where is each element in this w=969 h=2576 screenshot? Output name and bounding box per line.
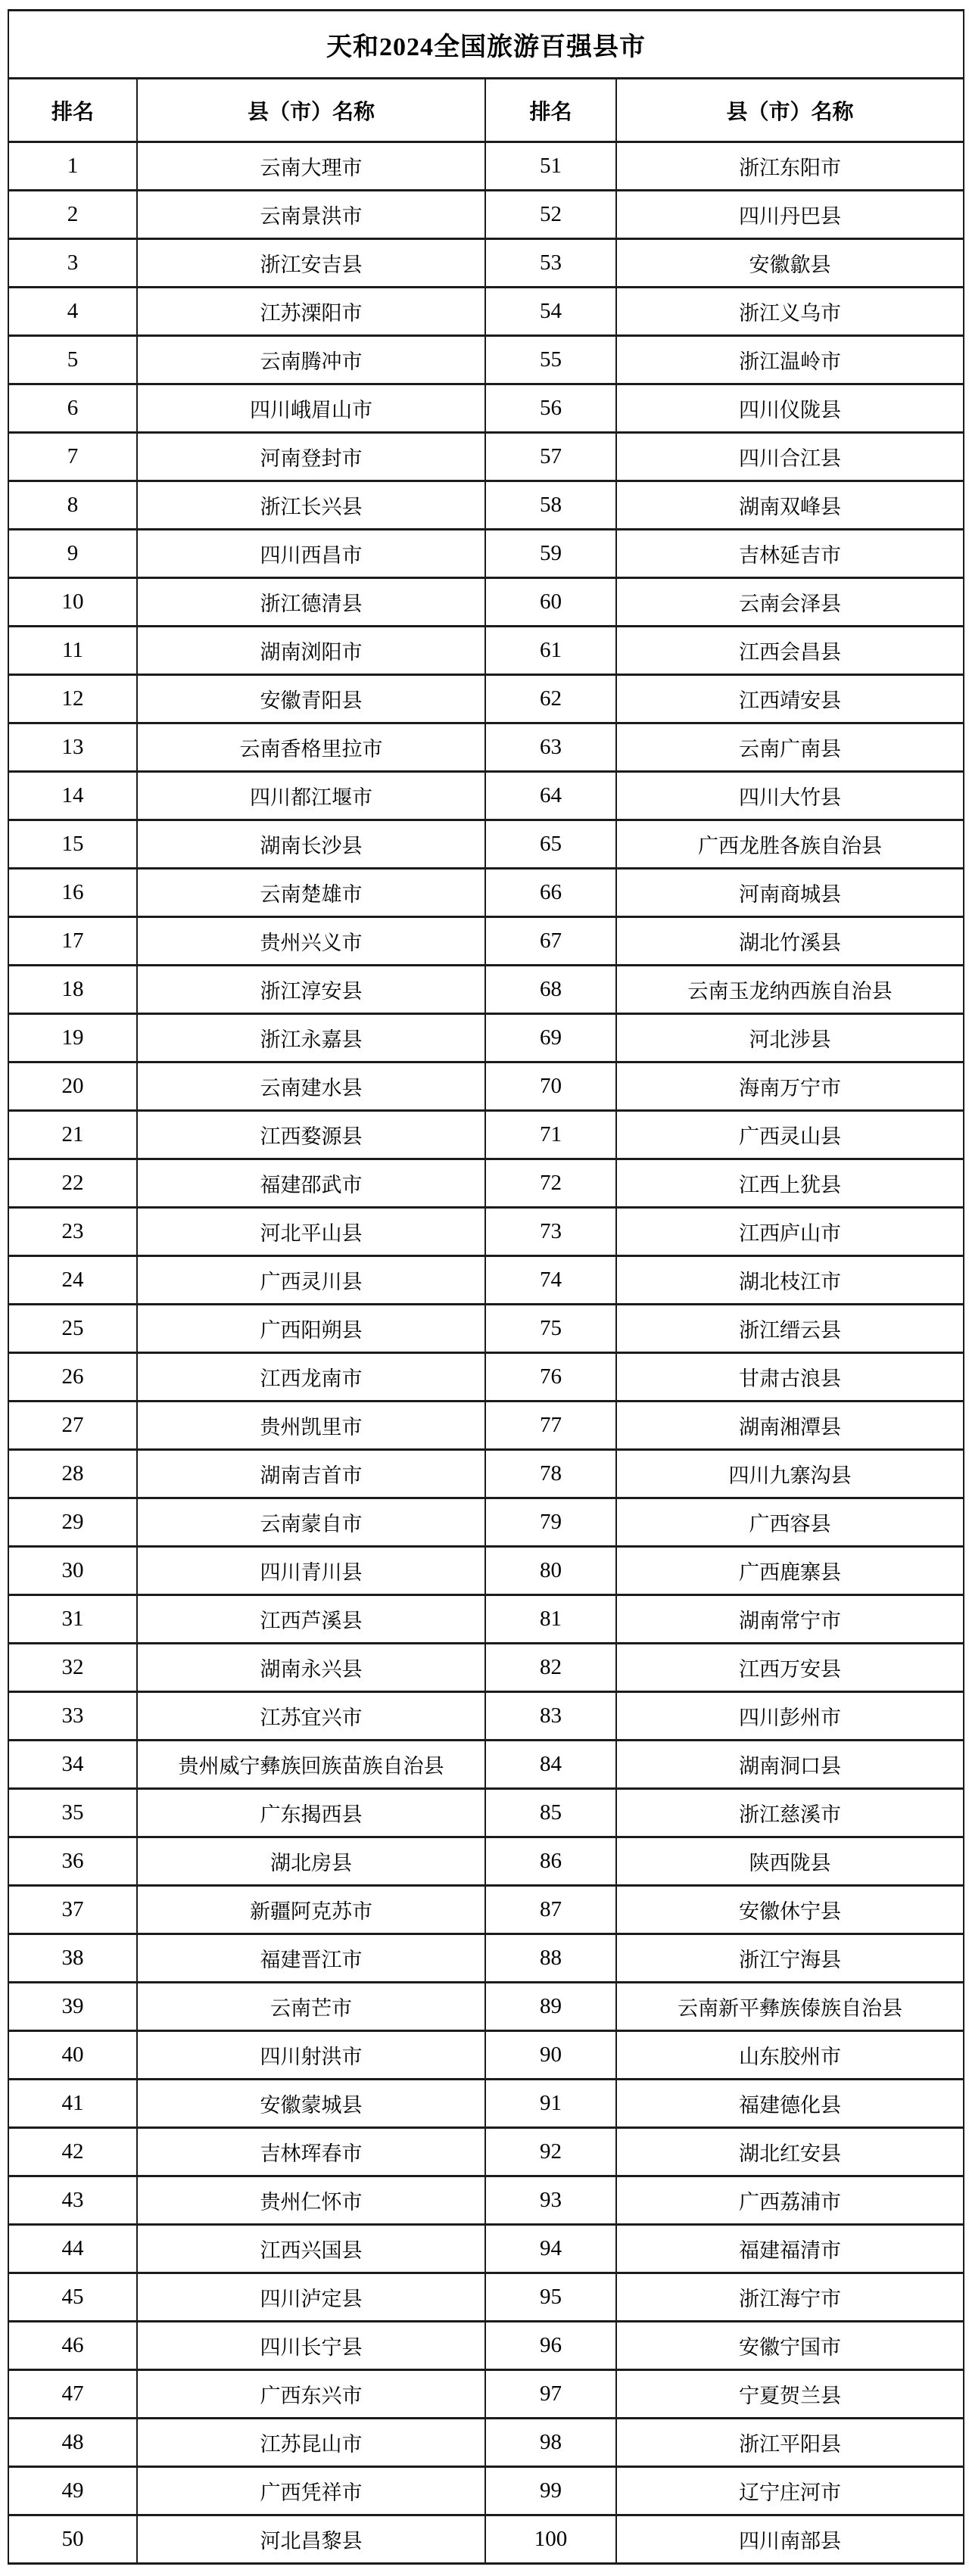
rank-cell-left: 25 <box>8 1305 137 1353</box>
name-cell-right: 云南会泽县 <box>616 578 964 627</box>
name-cell-left: 安徽蒙城县 <box>137 2080 485 2128</box>
table-row <box>8 384 964 433</box>
rank-cell-right: 63 <box>485 723 616 772</box>
rank-cell-right: 64 <box>485 772 616 820</box>
rank-cell-left: 30 <box>8 1547 137 1595</box>
name-cell-right: 浙江义乌市 <box>616 288 964 336</box>
rank-cell-left: 8 <box>8 481 137 530</box>
name-cell-right: 广西荔浦市 <box>616 2176 964 2225</box>
table-row <box>8 2467 964 2515</box>
name-cell-right: 四川大竹县 <box>616 772 964 820</box>
rank-cell-right: 74 <box>485 1256 616 1305</box>
table-row <box>8 2419 964 2467</box>
name-cell-right: 山东胶州市 <box>616 2031 964 2080</box>
name-cell-right: 湖南湘潭县 <box>616 1402 964 1450</box>
name-cell-left: 广东揭西县 <box>137 1789 485 1837</box>
rank-cell-left: 46 <box>8 2322 137 2370</box>
name-cell-left: 浙江淳安县 <box>137 966 485 1014</box>
table-row <box>8 1837 964 1886</box>
table-row <box>8 820 964 869</box>
rank-cell-right: 97 <box>485 2370 616 2419</box>
rank-cell-left: 17 <box>8 917 137 966</box>
rank-cell-right: 62 <box>485 675 616 723</box>
rank-cell-left: 44 <box>8 2225 137 2273</box>
table-row <box>8 1886 964 1934</box>
name-cell-right: 江西会昌县 <box>616 627 964 675</box>
rank-cell-left: 50 <box>8 2515 137 2564</box>
name-cell-left: 四川射洪市 <box>137 2031 485 2080</box>
name-cell-right: 海南万宁市 <box>616 1062 964 1111</box>
rank-cell-right: 84 <box>485 1741 616 1789</box>
rank-cell-left: 28 <box>8 1450 137 1498</box>
name-cell-left: 四川泸定县 <box>137 2273 485 2322</box>
rank-cell-left: 36 <box>8 1837 137 1886</box>
name-cell-left: 江苏宜兴市 <box>137 1692 485 1741</box>
ranking-table <box>8 9 964 2565</box>
table-row <box>8 1208 964 1256</box>
name-cell-left: 云南大理市 <box>137 142 485 191</box>
table-body <box>8 142 964 2564</box>
rank-cell-left: 24 <box>8 1256 137 1305</box>
rank-cell-right: 90 <box>485 2031 616 2080</box>
table-row <box>8 1305 964 1353</box>
table-row <box>8 1741 964 1789</box>
table-row <box>8 1353 964 1402</box>
rank-cell-right: 57 <box>485 433 616 481</box>
table-row <box>8 917 964 966</box>
rank-cell-right: 79 <box>485 1498 616 1547</box>
name-cell-right: 湖北红安县 <box>616 2128 964 2176</box>
name-cell-left: 贵州威宁彝族回族苗族自治县 <box>137 1741 485 1789</box>
rank-cell-right: 87 <box>485 1886 616 1934</box>
table-row <box>8 2273 964 2322</box>
name-cell-right: 四川彭州市 <box>616 1692 964 1741</box>
name-cell-left: 福建晋江市 <box>137 1934 485 1983</box>
name-cell-left: 贵州兴义市 <box>137 917 485 966</box>
rank-cell-left: 2 <box>8 191 137 239</box>
header-name-left: 县（市）名称 <box>137 79 485 142</box>
table-row <box>8 1498 964 1547</box>
rank-cell-right: 65 <box>485 820 616 869</box>
rank-cell-left: 37 <box>8 1886 137 1934</box>
name-cell-left: 江苏溧阳市 <box>137 288 485 336</box>
table-row <box>8 966 964 1014</box>
name-cell-right: 四川合江县 <box>616 433 964 481</box>
name-cell-right: 广西灵山县 <box>616 1111 964 1159</box>
name-cell-left: 贵州仁怀市 <box>137 2176 485 2225</box>
name-cell-right: 湖南常宁市 <box>616 1595 964 1644</box>
table-row <box>8 2225 964 2273</box>
table-row <box>8 2128 964 2176</box>
rank-cell-right: 94 <box>485 2225 616 2273</box>
rank-cell-left: 12 <box>8 675 137 723</box>
table-row <box>8 2322 964 2370</box>
rank-cell-left: 20 <box>8 1062 137 1111</box>
name-cell-right: 四川九寨沟县 <box>616 1450 964 1498</box>
table-row <box>8 481 964 530</box>
rank-cell-right: 89 <box>485 1983 616 2031</box>
rank-cell-right: 75 <box>485 1305 616 1353</box>
name-cell-right: 甘肃古浪县 <box>616 1353 964 1402</box>
header-name-right: 县（市）名称 <box>616 79 964 142</box>
rank-cell-left: 38 <box>8 1934 137 1983</box>
name-cell-left: 云南香格里拉市 <box>137 723 485 772</box>
name-cell-left: 江西兴国县 <box>137 2225 485 2273</box>
rank-cell-right: 86 <box>485 1837 616 1886</box>
name-cell-left: 广西灵川县 <box>137 1256 485 1305</box>
table-row <box>8 288 964 336</box>
rank-cell-left: 32 <box>8 1644 137 1692</box>
name-cell-right: 四川仪陇县 <box>616 384 964 433</box>
rank-cell-left: 49 <box>8 2467 137 2515</box>
table-row <box>8 2031 964 2080</box>
table-row <box>8 1547 964 1595</box>
name-cell-right: 四川丹巴县 <box>616 191 964 239</box>
rank-cell-left: 39 <box>8 1983 137 2031</box>
title-row <box>8 11 964 79</box>
rank-cell-left: 35 <box>8 1789 137 1837</box>
name-cell-right: 江西万安县 <box>616 1644 964 1692</box>
name-cell-right: 湖南洞口县 <box>616 1741 964 1789</box>
rank-cell-left: 7 <box>8 433 137 481</box>
rank-cell-left: 47 <box>8 2370 137 2419</box>
name-cell-right: 河北涉县 <box>616 1014 964 1062</box>
name-cell-left: 云南蒙自市 <box>137 1498 485 1547</box>
name-cell-right: 湖南双峰县 <box>616 481 964 530</box>
rank-cell-left: 40 <box>8 2031 137 2080</box>
name-cell-left: 浙江长兴县 <box>137 481 485 530</box>
table-row <box>8 239 964 288</box>
rank-cell-left: 13 <box>8 723 137 772</box>
rank-cell-right: 51 <box>485 142 616 191</box>
name-cell-left: 湖南吉首市 <box>137 1450 485 1498</box>
table-row <box>8 772 964 820</box>
table-row <box>8 1256 964 1305</box>
rank-cell-left: 33 <box>8 1692 137 1741</box>
name-cell-right: 宁夏贺兰县 <box>616 2370 964 2419</box>
table-row <box>8 2176 964 2225</box>
rank-cell-left: 48 <box>8 2419 137 2467</box>
rank-cell-right: 98 <box>485 2419 616 2467</box>
table-row <box>8 869 964 917</box>
name-cell-right: 广西鹿寨县 <box>616 1547 964 1595</box>
name-cell-left: 广西凭祥市 <box>137 2467 485 2515</box>
rank-cell-left: 31 <box>8 1595 137 1644</box>
name-cell-right: 湖北枝江市 <box>616 1256 964 1305</box>
rank-cell-right: 60 <box>485 578 616 627</box>
rank-cell-left: 15 <box>8 820 137 869</box>
rank-cell-left: 1 <box>8 142 137 191</box>
name-cell-right: 辽宁庄河市 <box>616 2467 964 2515</box>
name-cell-left: 河北昌黎县 <box>137 2515 485 2564</box>
rank-cell-left: 4 <box>8 288 137 336</box>
name-cell-right: 云南广南县 <box>616 723 964 772</box>
name-cell-left: 江苏昆山市 <box>137 2419 485 2467</box>
name-cell-left: 云南腾冲市 <box>137 336 485 384</box>
name-cell-right: 江西靖安县 <box>616 675 964 723</box>
rank-cell-left: 43 <box>8 2176 137 2225</box>
table-row <box>8 1450 964 1498</box>
name-cell-left: 河北平山县 <box>137 1208 485 1256</box>
name-cell-right: 吉林延吉市 <box>616 530 964 578</box>
header-rank-left: 排名 <box>8 79 137 142</box>
table-row <box>8 2080 964 2128</box>
name-cell-left: 云南景洪市 <box>137 191 485 239</box>
name-cell-left: 浙江永嘉县 <box>137 1014 485 1062</box>
name-cell-left: 浙江安吉县 <box>137 239 485 288</box>
rank-cell-right: 85 <box>485 1789 616 1837</box>
rank-cell-left: 6 <box>8 384 137 433</box>
rank-cell-left: 45 <box>8 2273 137 2322</box>
rank-cell-left: 27 <box>8 1402 137 1450</box>
table-row <box>8 142 964 191</box>
name-cell-right: 广西龙胜各族自治县 <box>616 820 964 869</box>
name-cell-right: 浙江东阳市 <box>616 142 964 191</box>
table-row <box>8 1983 964 2031</box>
table-row <box>8 2370 964 2419</box>
rank-cell-left: 41 <box>8 2080 137 2128</box>
name-cell-left: 云南楚雄市 <box>137 869 485 917</box>
name-cell-left: 河南登封市 <box>137 433 485 481</box>
name-cell-right: 安徽歙县 <box>616 239 964 288</box>
name-cell-left: 安徽青阳县 <box>137 675 485 723</box>
name-cell-left: 云南芒市 <box>137 1983 485 2031</box>
name-cell-right: 福建福清市 <box>616 2225 964 2273</box>
name-cell-left: 湖南长沙县 <box>137 820 485 869</box>
rank-cell-right: 61 <box>485 627 616 675</box>
name-cell-right: 云南新平彝族傣族自治县 <box>616 1983 964 2031</box>
table-row <box>8 627 964 675</box>
name-cell-right: 福建德化县 <box>616 2080 964 2128</box>
table-row <box>8 675 964 723</box>
rank-cell-right: 72 <box>485 1159 616 1208</box>
rank-cell-right: 91 <box>485 2080 616 2128</box>
table-title: 天和2024全国旅游百强县市 <box>8 11 964 79</box>
rank-cell-left: 5 <box>8 336 137 384</box>
table-row <box>8 433 964 481</box>
rank-cell-right: 71 <box>485 1111 616 1159</box>
rank-cell-left: 9 <box>8 530 137 578</box>
rank-cell-left: 22 <box>8 1159 137 1208</box>
rank-cell-right: 77 <box>485 1402 616 1450</box>
name-cell-right: 安徽休宁县 <box>616 1886 964 1934</box>
rank-cell-right: 70 <box>485 1062 616 1111</box>
table-row <box>8 723 964 772</box>
rank-cell-right: 92 <box>485 2128 616 2176</box>
name-cell-right: 云南玉龙纳西族自治县 <box>616 966 964 1014</box>
rank-cell-right: 56 <box>485 384 616 433</box>
rank-cell-right: 54 <box>485 288 616 336</box>
name-cell-right: 四川南部县 <box>616 2515 964 2564</box>
name-cell-right: 浙江宁海县 <box>616 1934 964 1983</box>
name-cell-left: 四川都江堰市 <box>137 772 485 820</box>
rank-cell-right: 83 <box>485 1692 616 1741</box>
column-header-row <box>8 79 964 142</box>
rank-cell-right: 73 <box>485 1208 616 1256</box>
name-cell-left: 浙江德清县 <box>137 578 485 627</box>
rank-cell-right: 69 <box>485 1014 616 1062</box>
table-row <box>8 1402 964 1450</box>
rank-cell-left: 18 <box>8 966 137 1014</box>
rank-cell-right: 95 <box>485 2273 616 2322</box>
name-cell-left: 云南建水县 <box>137 1062 485 1111</box>
table-row <box>8 1692 964 1741</box>
rank-cell-right: 68 <box>485 966 616 1014</box>
table-row <box>8 1789 964 1837</box>
name-cell-left: 新疆阿克苏市 <box>137 1886 485 1934</box>
rank-cell-left: 29 <box>8 1498 137 1547</box>
rank-cell-left: 3 <box>8 239 137 288</box>
rank-cell-right: 81 <box>485 1595 616 1644</box>
rank-cell-left: 14 <box>8 772 137 820</box>
name-cell-right: 安徽宁国市 <box>616 2322 964 2370</box>
name-cell-left: 四川西昌市 <box>137 530 485 578</box>
rank-cell-left: 16 <box>8 869 137 917</box>
name-cell-right: 浙江缙云县 <box>616 1305 964 1353</box>
rank-cell-left: 21 <box>8 1111 137 1159</box>
name-cell-left: 广西阳朔县 <box>137 1305 485 1353</box>
rank-cell-right: 55 <box>485 336 616 384</box>
rank-cell-right: 100 <box>485 2515 616 2564</box>
rank-cell-right: 76 <box>485 1353 616 1402</box>
name-cell-left: 湖南浏阳市 <box>137 627 485 675</box>
name-cell-right: 陕西陇县 <box>616 1837 964 1886</box>
rank-cell-left: 42 <box>8 2128 137 2176</box>
rank-cell-right: 93 <box>485 2176 616 2225</box>
name-cell-left: 四川峨眉山市 <box>137 384 485 433</box>
name-cell-right: 河南商城县 <box>616 869 964 917</box>
name-cell-right: 浙江温岭市 <box>616 336 964 384</box>
name-cell-left: 福建邵武市 <box>137 1159 485 1208</box>
name-cell-right: 浙江慈溪市 <box>616 1789 964 1837</box>
table-row <box>8 2515 964 2564</box>
name-cell-right: 浙江海宁市 <box>616 2273 964 2322</box>
header-rank-right: 排名 <box>485 79 616 142</box>
rank-cell-right: 53 <box>485 239 616 288</box>
name-cell-left: 江西龙南市 <box>137 1353 485 1402</box>
name-cell-left: 江西芦溪县 <box>137 1595 485 1644</box>
name-cell-left: 贵州凯里市 <box>137 1402 485 1450</box>
table-row <box>8 336 964 384</box>
rank-cell-left: 34 <box>8 1741 137 1789</box>
name-cell-left: 湖北房县 <box>137 1837 485 1886</box>
rank-cell-right: 59 <box>485 530 616 578</box>
name-cell-left: 四川长宁县 <box>137 2322 485 2370</box>
rank-cell-right: 52 <box>485 191 616 239</box>
rank-cell-right: 58 <box>485 481 616 530</box>
rank-cell-right: 78 <box>485 1450 616 1498</box>
table-row <box>8 1111 964 1159</box>
rank-cell-right: 67 <box>485 917 616 966</box>
rank-cell-right: 88 <box>485 1934 616 1983</box>
name-cell-right: 浙江平阳县 <box>616 2419 964 2467</box>
rank-cell-left: 26 <box>8 1353 137 1402</box>
table-row <box>8 1159 964 1208</box>
rank-cell-left: 11 <box>8 627 137 675</box>
name-cell-right: 湖北竹溪县 <box>616 917 964 966</box>
name-cell-left: 四川青川县 <box>137 1547 485 1595</box>
table-row <box>8 1595 964 1644</box>
table-row <box>8 1934 964 1983</box>
table-row <box>8 578 964 627</box>
rank-cell-right: 96 <box>485 2322 616 2370</box>
table-row <box>8 191 964 239</box>
table-row <box>8 1644 964 1692</box>
name-cell-left: 江西婺源县 <box>137 1111 485 1159</box>
name-cell-left: 吉林珲春市 <box>137 2128 485 2176</box>
rank-cell-right: 80 <box>485 1547 616 1595</box>
name-cell-right: 江西庐山市 <box>616 1208 964 1256</box>
rank-cell-right: 82 <box>485 1644 616 1692</box>
table-row <box>8 1014 964 1062</box>
rank-cell-right: 99 <box>485 2467 616 2515</box>
table-row <box>8 530 964 578</box>
name-cell-left: 广西东兴市 <box>137 2370 485 2419</box>
rank-cell-left: 10 <box>8 578 137 627</box>
name-cell-right: 广西容县 <box>616 1498 964 1547</box>
name-cell-right: 江西上犹县 <box>616 1159 964 1208</box>
rank-cell-right: 66 <box>485 869 616 917</box>
rank-cell-left: 19 <box>8 1014 137 1062</box>
rank-cell-left: 23 <box>8 1208 137 1256</box>
table-row <box>8 1062 964 1111</box>
name-cell-left: 湖南永兴县 <box>137 1644 485 1692</box>
